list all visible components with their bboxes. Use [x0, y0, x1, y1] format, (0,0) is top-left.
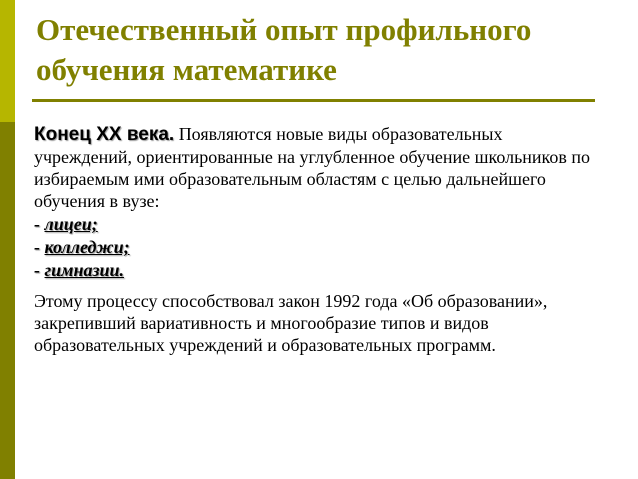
list-item-text: гимназии. [44, 260, 125, 280]
slide-title: Отечественный опыт профильного обучения математике [36, 12, 532, 87]
list-item-colleges [34, 236, 599, 259]
list-item-gymnasiums [34, 259, 599, 282]
paragraph-2: Этому процессу способствовал закон 1992 года «Об образовании», закрепивший вариативность и многообразие типов и видов образовательных учреждений и образовательных программ. [34, 291, 548, 355]
list-dash: - [34, 214, 45, 234]
list-dash: - [34, 260, 45, 280]
list-item-lyceums [34, 213, 599, 236]
list-dash: - [34, 237, 45, 257]
institution-list [34, 213, 599, 282]
left-accent-bar-top [0, 0, 15, 122]
title-divider [32, 99, 595, 102]
list-item-text: колледжи; [44, 237, 130, 257]
paragraph-1 [34, 123, 599, 212]
paragraph-1-text: Появляются новые виды образовательных учреждений, ориентированные на углубленное обучение школьников по избираемым ими образовательным областям с целью дальнейшего обучения в вузе: [34, 124, 591, 211]
list-item-text: лицеи; [44, 214, 98, 234]
lead-phrase: Конец XX века. [34, 124, 175, 145]
slide-content [34, 123, 599, 356]
left-accent-bar [0, 0, 15, 479]
